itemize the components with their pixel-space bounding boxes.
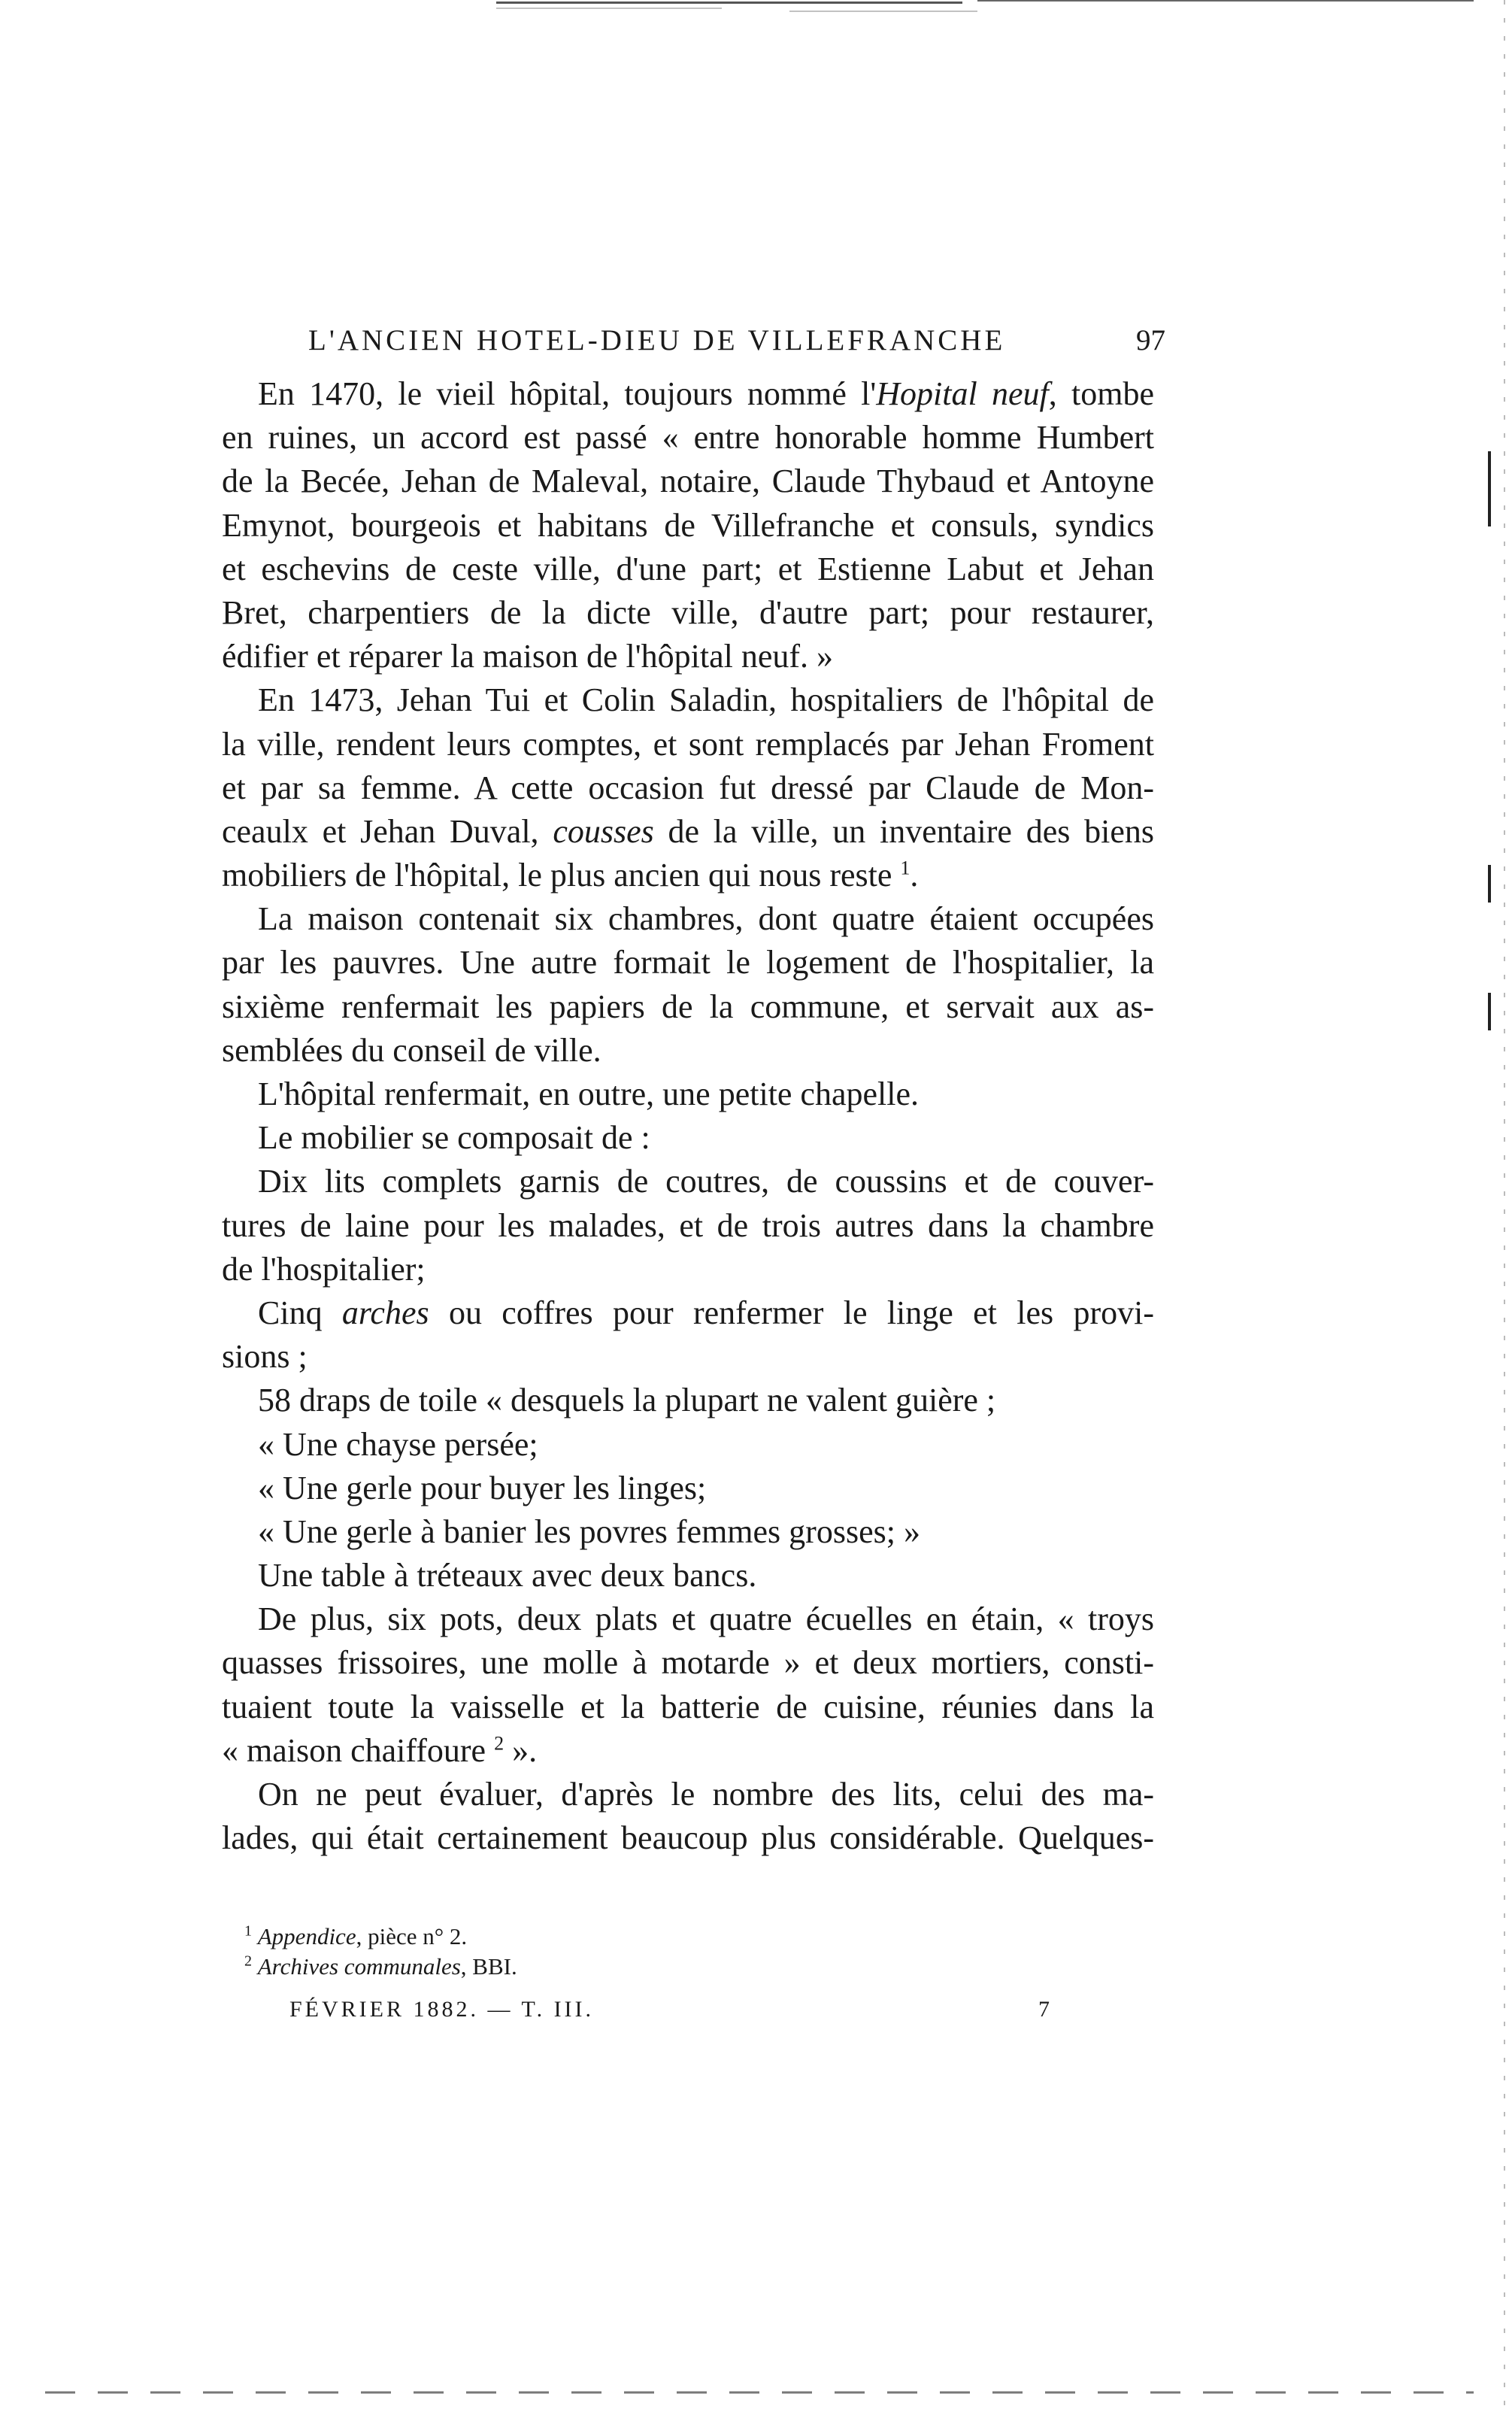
text-line: En 1473, Jehan Tui et Colin Saladin, hospitaliers de l'hôpital de [258,681,1154,719]
text-line: la ville, rendent leurs comptes, et sont remplacés par Jehan Froment [222,725,1154,763]
text-line: et eschevins de ceste ville, d'une part; et Estienne Labut et Jehan [222,550,1154,587]
text-line: par les pauvres. Une autre formait le logement de l'hospitalier, la [222,944,1154,982]
text-line: « maison chaiffoure $^2$ ». [222,1731,538,1769]
text-line: édifier et réparer la maison de l'hôpital neuf. » [222,638,834,675]
footnote: $^1$ Appendice, pièce n° 2. [244,1922,468,1949]
text-line: Une table à tréteaux avec deux bancs. [258,1557,757,1594]
text-line: et par sa femme. A cette occasion fut dressé par Claude de Mon- [222,769,1154,806]
body-text [222,372,1154,1860]
text-line: Dix lits complets garnis de coutres, de coussins et de couver- [258,1163,1154,1200]
scan-edge-bottom [0,2379,1512,2409]
footnote-mark: 2 [244,1952,252,1970]
footnote-ref[interactable]: 1 [900,857,911,879]
text-line: Emynot, bourgeois et habitans de Villefranche et consuls, syndics [222,506,1154,544]
text-line: quasses frissoires, une molle à motarde » et deux mortiers, consti- [222,1644,1154,1682]
text-line: sixième renfermait les papiers de la commune, et servait aux as- [222,988,1154,1025]
text-line: mobiliers de l'hôpital, le plus ancien qui nous reste $^1$. [222,857,919,894]
sheet-number: 7 [1038,1997,1053,2022]
text-line: tures de laine pour les malades, et de trois autres dans la chambre [222,1206,1154,1244]
text-line: en ruines, un accord est passé « entre honorable homme Humbert [222,419,1154,457]
text-line: « Une gerle pour buyer les linges; [258,1469,707,1506]
scan-edge-right [1474,0,1512,2409]
text-line: ceaulx et Jehan Duval, cousses de la ville, un inventaire des biens [222,812,1154,850]
text-line: lades, qui était certainement beaucoup plus considérable. Quelques- [222,1819,1154,1857]
running-head [308,323,1165,369]
text-line: En 1470, le vieil hôpital, toujours nommé l'Hopital neuf, tombe [258,375,1154,412]
text-line: De plus, six pots, deux plats et quatre écuelles en étain, « troys [258,1600,1154,1638]
text-line: tuaient toute la vaisselle et la batterie de cuisine, réunies dans la [222,1688,1154,1725]
text-line: L'hôpital renfermait, en outre, une petite chapelle. [258,1076,919,1112]
text-line: de l'hospitalier; [222,1250,426,1288]
text-line: Cinq arches ou coffres pour renfermer le linge et les provi- [258,1294,1154,1331]
footnote: $^2$ Archives communales, BBI. [244,1952,517,1980]
footnote-mark: 1 [244,1922,252,1940]
printer-signature: FÉVRIER 1882. — T. III. [289,1997,595,2022]
scan-edge-top [0,0,1512,30]
text-line: 58 draps de toile « desquels la plupart ne valent guière ; [258,1382,996,1419]
text-line: semblées du conseil de ville. [222,1031,601,1069]
text-line: La maison contenait six chambres, dont quatre étaient occupées [258,900,1154,938]
page-footer [289,1997,1053,2034]
text-line: sions ; [222,1338,308,1376]
text-line: Bret, charpentiers de la dicte ville, d'autre part; pour restaurer, [222,593,1154,631]
page-number: 97 [1136,324,1165,356]
footnote-ref[interactable]: 2 [494,1732,505,1755]
text-line: Le mobilier se composait de : [258,1119,650,1157]
footnotes [244,1922,921,1982]
text-line: « Une chayse persée; [258,1425,538,1463]
text-line: de la Becée, Jehan de Maleval, notaire, Claude Thybaud et Antoyne [222,463,1154,500]
text-line: On ne peut évaluer, d'après le nombre des lits, celui des ma- [258,1776,1154,1813]
running-title: L'ANCIEN HOTEL-DIEU DE VILLEFRANCHE [308,324,1006,356]
text-line: « Une gerle à banier les povres femmes grosses; » [258,1512,920,1550]
